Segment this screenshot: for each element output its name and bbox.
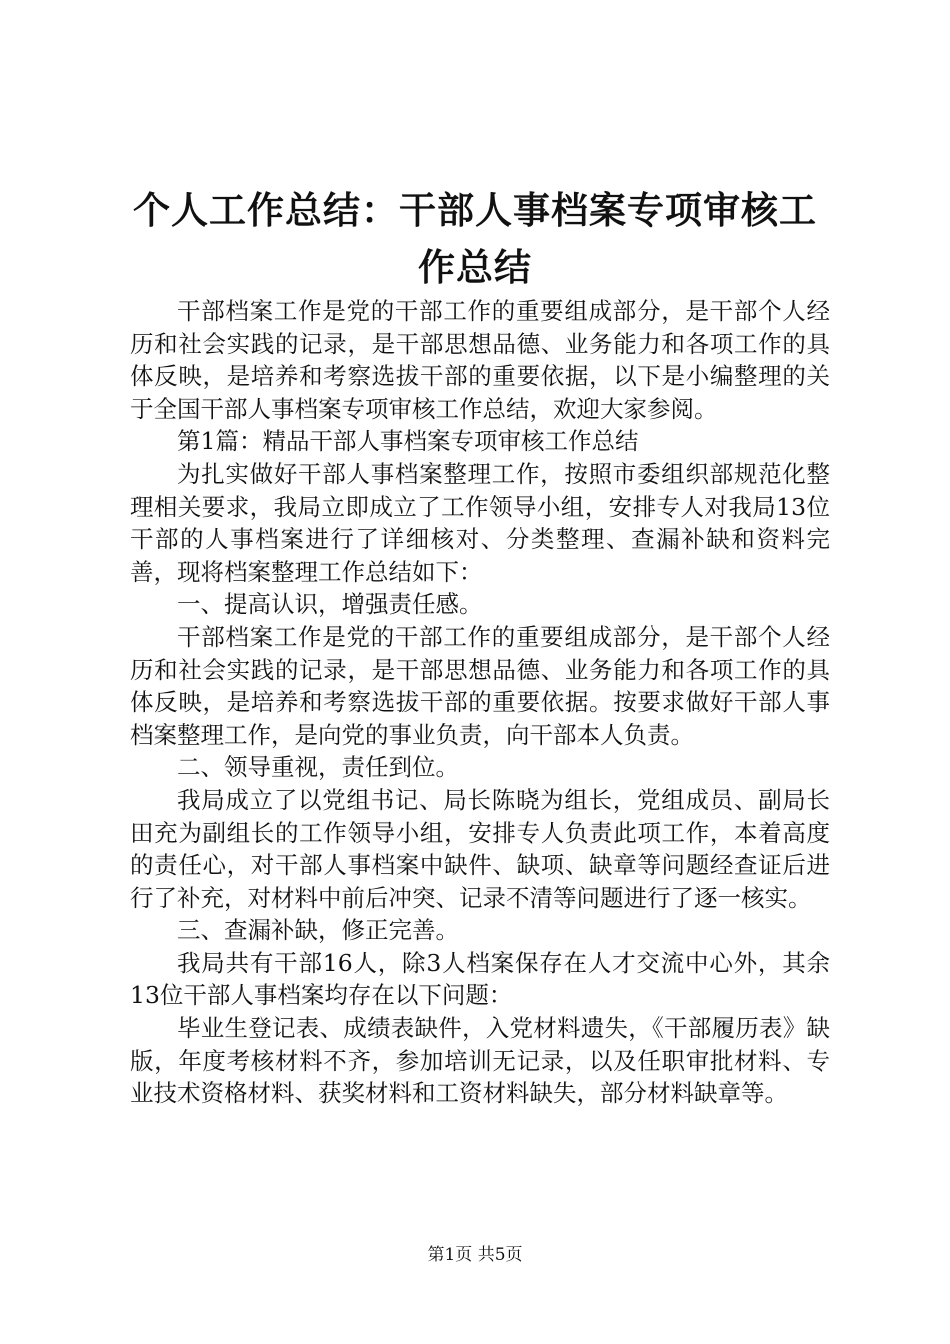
body-paragraph: 干部档案工作是党的干部工作的重要组成部分，是干部个人经历和社会实践的记录，是干部思想品德、业务能力和各项工作的具体反映，是培养和考察选拔干部的重要依据。按要求做好干部人事档案整理工作，是向党的事业负责，向干部本人负责。	[130, 622, 830, 749]
body-paragraph: 我局共有干部16人，除3人档案保存在人才交流中心外，其余13位干部人事档案均存在以下问题：	[130, 948, 830, 1010]
page-footer: 第1页 共5页	[427, 1245, 523, 1265]
section-heading-1: 一、提高认识，增强责任感。	[177, 590, 483, 619]
body-paragraph: 毕业生登记表、成绩表缺件，入党材料遗失，《干部履历表》缺版，年度考核材料不齐，参加培训无记录，以及任职审批材料、专业技术资格材料、获奖材料和工资材料缺失，部分材料缺章等。	[130, 1014, 830, 1108]
section-heading-3: 三、查漏补缺，修正完善。	[177, 916, 459, 945]
intro-paragraph: 干部档案工作是党的干部工作的重要组成部分，是干部个人经历和社会实践的记录，是干部思想品德、业务能力和各项工作的具体反映，是培养和考察选拔干部的重要依据，以下是小编整理的关于全国干部人事档案专项审核工作总结，欢迎大家参阅。	[130, 297, 830, 423]
section-heading-2: 二、领导重视，责任到位。	[177, 753, 459, 782]
chapter-heading: 第1篇：精品干部人事档案专项审核工作总结	[177, 427, 639, 456]
body-paragraph: 我局成立了以党组书记、局长陈晓为组长，党组成员、副局长田充为副组长的工作领导小组，安排专人负责此项工作，本着高度的责任心，对干部人事档案中缺件、缺项、缺章等问题经查证后进行了补充，对材料中前后冲突、记录不清等问题进行了逐一核实。	[130, 785, 830, 912]
document-title: 个人工作总结：干部人事档案专项审核工作总结	[133, 188, 817, 289]
document-body	[130, 295, 830, 1110]
body-paragraph: 为扎实做好干部人事档案整理工作，按照市委组织部规范化整理相关要求，我局立即成立了工作领导小组，安排专人对我局13位干部的人事档案进行了详细核对、分类整理、查漏补缺和资料完善，现将档案整理工作总结如下：	[130, 459, 830, 586]
